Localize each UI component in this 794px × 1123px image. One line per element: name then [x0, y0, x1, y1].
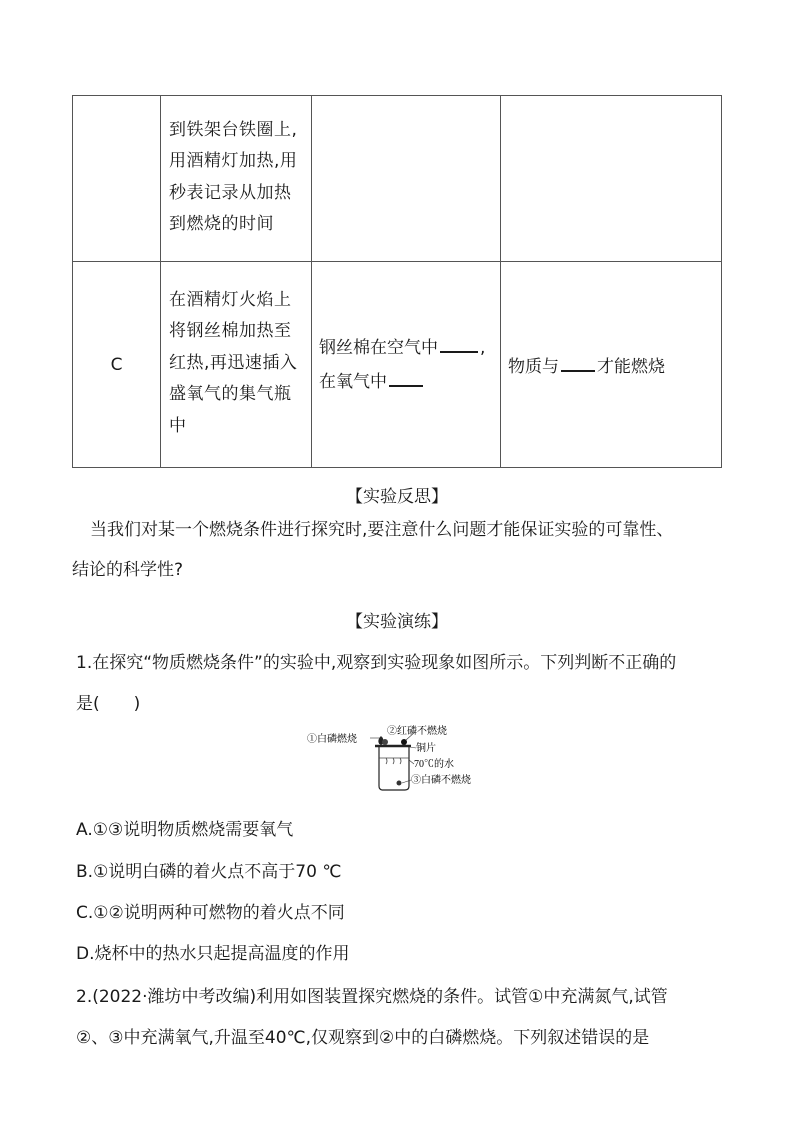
figure-label-hot-water: 70℃的水	[414, 759, 454, 770]
figure-label-copper-sheet: 铜片	[416, 743, 436, 754]
q2-stem-line2: ②、③中充满氧气,升温至40℃,仅观察到②中的白磷燃烧。下列叙述错误的是	[76, 1028, 650, 1048]
q1-stem-line2: 是( )	[76, 694, 141, 714]
answer-blank[interactable]	[561, 355, 595, 372]
q1-option-c: C.①②说明两种可燃物的着火点不同	[76, 903, 345, 923]
q1-option-a: A.①③说明物质燃烧需要氧气	[76, 820, 294, 840]
step-line: 到铁架台铁圈上,	[169, 119, 298, 140]
phenomenon-text-air: 钢丝棉在空气中	[319, 337, 438, 358]
figure-label-red-phosphorus: ②红磷不燃烧	[387, 726, 447, 737]
phenomenon-cell	[312, 262, 501, 468]
experiment-table	[72, 95, 722, 468]
comma: ,	[480, 337, 486, 358]
combustion-experiment-figure	[307, 720, 492, 796]
reflection-text-line1: 当我们对某一个燃烧条件进行探究时,要注意什么问题才能保证实验的可靠性、	[90, 520, 674, 540]
reflection-heading: 【实验反思】	[346, 487, 448, 507]
answer-blank[interactable]	[389, 370, 423, 387]
conclusion-text-a: 物质与	[508, 357, 559, 377]
row-label-cell: C	[73, 262, 161, 468]
q2-stem-line1: 2.(2022·潍坊中考改编)利用如图装置探究燃烧的条件。试管①中充满氮气,试管	[76, 987, 668, 1007]
step-line: 将钢丝棉加热至	[169, 321, 292, 342]
figure-label-submerged-phosphorus: ③白磷不燃烧	[411, 775, 471, 786]
q1-stem-line1: 1.在探究“物质燃烧条件”的实验中,观察到实验现象如图所示。下列判断不正确的	[76, 653, 677, 673]
table-row	[73, 96, 722, 262]
step-line: 盛氧气的集气瓶	[169, 384, 292, 405]
phenomenon-text-oxygen: 在氧气中	[319, 371, 387, 392]
q1-option-b: B.①说明白磷的着火点不高于70 ℃	[76, 862, 342, 882]
beaker	[379, 747, 409, 790]
step-line: 秒表记录从加热	[169, 182, 292, 203]
step-line: 用酒精灯加热,用	[169, 151, 298, 171]
step-cell	[161, 96, 312, 262]
step-line: 在酒精灯火焰上	[169, 289, 292, 310]
answer-blank[interactable]	[440, 336, 478, 353]
table-row	[73, 262, 722, 468]
submerged-phosphorus	[397, 781, 402, 786]
figure-label-white-phosphorus-burns: ①白磷燃烧	[307, 734, 357, 745]
step-cell	[161, 262, 312, 468]
conclusion-text-b: 才能燃烧	[597, 357, 665, 377]
q1-option-d: D.烧杯中的热水只起提高温度的作用	[76, 944, 350, 964]
white-phosphorus-dot	[382, 739, 388, 745]
row-label-cell	[73, 96, 161, 262]
reflection-text-line2: 结论的科学性?	[72, 560, 184, 580]
step-line: 红热,再迅速插入	[169, 352, 298, 373]
conclusion-cell	[501, 262, 722, 468]
phenomenon-cell	[312, 96, 501, 262]
step-line: 中	[169, 415, 187, 436]
step-line: 到燃烧的时间	[169, 214, 274, 234]
practice-heading: 【实验演练】	[346, 612, 448, 632]
conclusion-cell	[501, 96, 722, 262]
